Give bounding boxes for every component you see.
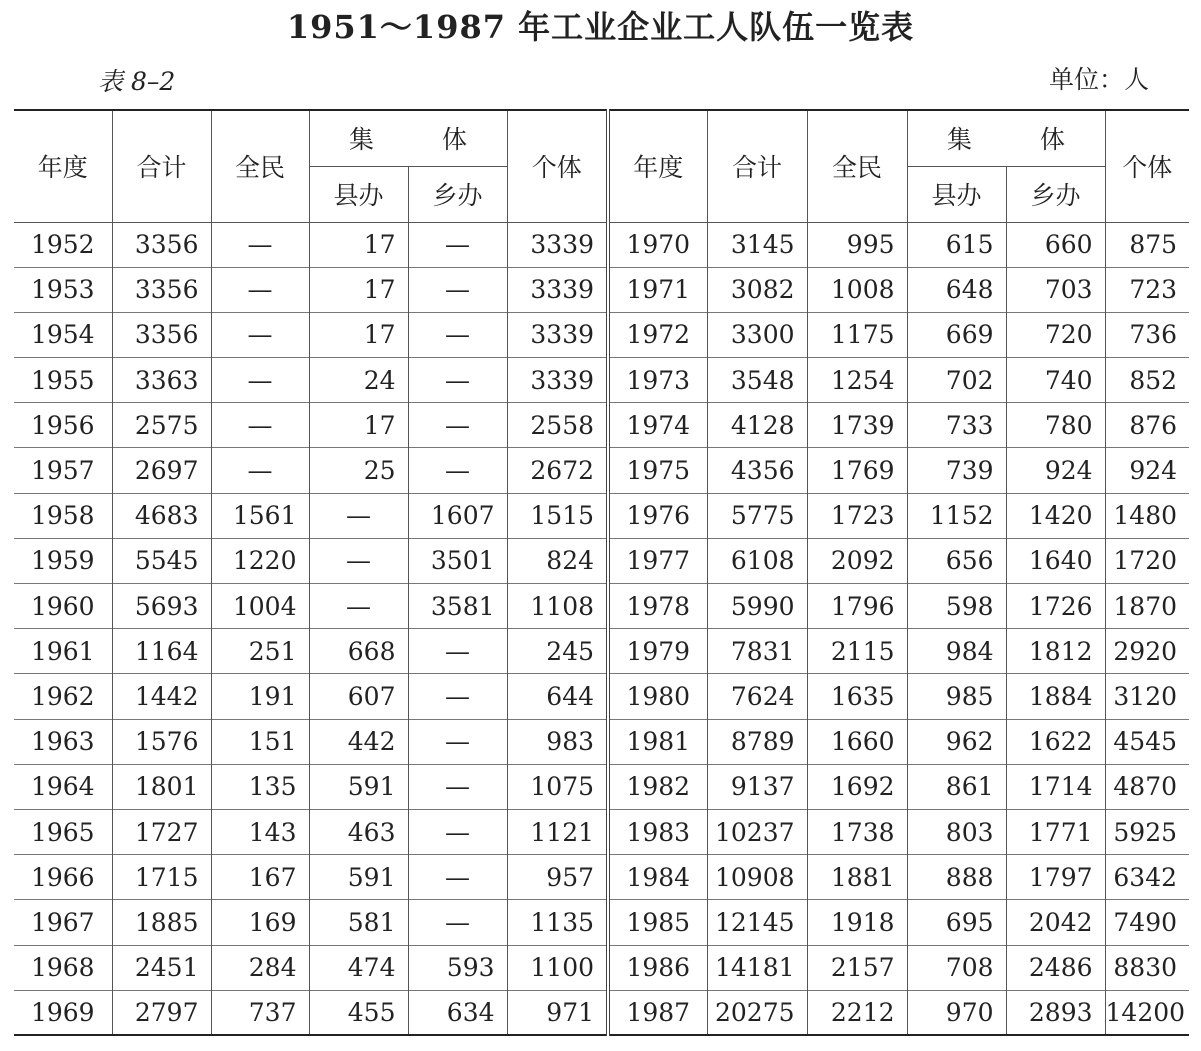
value-cell: — — [408, 403, 507, 448]
value-cell: 1769 — [807, 448, 907, 493]
value-cell: 3356 — [112, 312, 211, 357]
value-cell: 737 — [211, 990, 309, 1035]
value-cell: 3082 — [707, 267, 807, 312]
value-cell: — — [408, 674, 507, 719]
table-body — [14, 222, 1189, 1035]
value-cell: 4128 — [707, 403, 807, 448]
value-cell: 660 — [1006, 222, 1105, 267]
value-cell: 591 — [309, 855, 408, 900]
value-cell: 1254 — [807, 358, 907, 403]
value-cell: — — [408, 629, 507, 674]
value-cell: 17 — [309, 403, 408, 448]
value-cell: 7490 — [1105, 900, 1189, 945]
year-cell: 1974 — [608, 403, 707, 448]
value-cell: 695 — [907, 900, 1006, 945]
value-cell: 615 — [907, 222, 1006, 267]
value-cell: — — [408, 312, 507, 357]
value-cell: 1135 — [507, 900, 608, 945]
value-cell: 135 — [211, 764, 309, 809]
header-year-right: 年度 — [608, 110, 707, 222]
value-cell: 2212 — [807, 990, 907, 1035]
year-cell: 1983 — [608, 809, 707, 854]
year-cell: 1982 — [608, 764, 707, 809]
value-cell: 3548 — [707, 358, 807, 403]
value-cell: 1607 — [408, 493, 507, 538]
value-cell: 736 — [1105, 312, 1189, 357]
value-cell: 1797 — [1006, 855, 1105, 900]
header-county-left: 县办 — [309, 166, 408, 222]
value-cell: 474 — [309, 945, 408, 990]
header-individual-left: 个体 — [507, 110, 608, 222]
value-cell: 656 — [907, 538, 1006, 583]
value-cell: 3356 — [112, 267, 211, 312]
year-cell: 1968 — [14, 945, 112, 990]
table-row — [14, 990, 1189, 1035]
value-cell: 8830 — [1105, 945, 1189, 990]
table-row — [14, 855, 1189, 900]
table-row — [14, 764, 1189, 809]
year-cell: 1973 — [608, 358, 707, 403]
value-cell: 1622 — [1006, 719, 1105, 764]
value-cell: 703 — [1006, 267, 1105, 312]
value-cell: — — [309, 493, 408, 538]
value-cell: 151 — [211, 719, 309, 764]
value-cell: 10908 — [707, 855, 807, 900]
value-cell: 983 — [507, 719, 608, 764]
header-year-left: 年度 — [14, 110, 112, 222]
header-state-left: 全民 — [211, 110, 309, 222]
value-cell: 1008 — [807, 267, 907, 312]
value-cell: 1480 — [1105, 493, 1189, 538]
year-cell: 1952 — [14, 222, 112, 267]
value-cell: — — [408, 809, 507, 854]
value-cell: 723 — [1105, 267, 1189, 312]
table-row — [14, 629, 1189, 674]
value-cell: 1576 — [112, 719, 211, 764]
year-cell: 1964 — [14, 764, 112, 809]
table-row — [14, 403, 1189, 448]
value-cell: 593 — [408, 945, 507, 990]
year-cell: 1959 — [14, 538, 112, 583]
value-cell: 3339 — [507, 312, 608, 357]
value-cell: 5775 — [707, 493, 807, 538]
year-cell: 1969 — [14, 990, 112, 1035]
value-cell: 455 — [309, 990, 408, 1035]
value-cell: 17 — [309, 267, 408, 312]
value-cell: — — [309, 584, 408, 629]
value-cell: 2092 — [807, 538, 907, 583]
value-cell: 14200 — [1105, 990, 1189, 1035]
table-row — [14, 900, 1189, 945]
value-cell: 2042 — [1006, 900, 1105, 945]
year-cell: 1985 — [608, 900, 707, 945]
value-cell: 1738 — [807, 809, 907, 854]
value-cell: 648 — [907, 267, 1006, 312]
value-cell: 1726 — [1006, 584, 1105, 629]
value-cell: 14181 — [707, 945, 807, 990]
value-cell: 3339 — [507, 267, 608, 312]
value-cell: 284 — [211, 945, 309, 990]
header-county-right: 县办 — [907, 166, 1006, 222]
value-cell: 1561 — [211, 493, 309, 538]
header-state-right: 全民 — [807, 110, 907, 222]
page-title: 1951～1987 年工业企业工人队伍一览表 — [286, 8, 915, 46]
value-cell: 1796 — [807, 584, 907, 629]
table-row — [14, 538, 1189, 583]
value-cell: 581 — [309, 900, 408, 945]
value-cell: 957 — [507, 855, 608, 900]
value-cell: 1714 — [1006, 764, 1105, 809]
year-cell: 1962 — [14, 674, 112, 719]
value-cell: 17 — [309, 222, 408, 267]
value-cell: 5990 — [707, 584, 807, 629]
year-cell: 1971 — [608, 267, 707, 312]
year-cell: 1987 — [608, 990, 707, 1035]
value-cell: — — [211, 358, 309, 403]
value-cell: 780 — [1006, 403, 1105, 448]
value-cell: 6342 — [1105, 855, 1189, 900]
header-individual-right: 个体 — [1105, 110, 1189, 222]
value-cell: 1660 — [807, 719, 907, 764]
year-cell: 1970 — [608, 222, 707, 267]
value-cell: 3581 — [408, 584, 507, 629]
value-cell: 4870 — [1105, 764, 1189, 809]
value-cell: 2920 — [1105, 629, 1189, 674]
value-cell: 5545 — [112, 538, 211, 583]
value-cell: 1635 — [807, 674, 907, 719]
value-cell: 1075 — [507, 764, 608, 809]
value-cell: 3120 — [1105, 674, 1189, 719]
value-cell: 5925 — [1105, 809, 1189, 854]
value-cell: — — [211, 267, 309, 312]
value-cell: — — [211, 312, 309, 357]
year-cell: 1953 — [14, 267, 112, 312]
value-cell: 1727 — [112, 809, 211, 854]
value-cell: 3363 — [112, 358, 211, 403]
value-cell: 1100 — [507, 945, 608, 990]
value-cell: 1420 — [1006, 493, 1105, 538]
value-cell: 962 — [907, 719, 1006, 764]
value-cell: 12145 — [707, 900, 807, 945]
value-cell: 1870 — [1105, 584, 1189, 629]
table-row — [14, 222, 1189, 267]
value-cell: 720 — [1006, 312, 1105, 357]
value-cell: 1108 — [507, 584, 608, 629]
value-cell: 245 — [507, 629, 608, 674]
value-cell: 1720 — [1105, 538, 1189, 583]
value-cell: 3339 — [507, 358, 608, 403]
value-cell: 251 — [211, 629, 309, 674]
year-cell: 1956 — [14, 403, 112, 448]
table-row — [14, 719, 1189, 764]
unit-label: 单位：人 — [1048, 65, 1149, 94]
value-cell: 634 — [408, 990, 507, 1035]
year-cell: 1976 — [608, 493, 707, 538]
value-cell: 995 — [807, 222, 907, 267]
value-cell: 167 — [211, 855, 309, 900]
value-cell: 442 — [309, 719, 408, 764]
value-cell: 7831 — [707, 629, 807, 674]
value-cell: — — [408, 358, 507, 403]
value-cell: 1739 — [807, 403, 907, 448]
value-cell: 20275 — [707, 990, 807, 1035]
value-cell: 3501 — [408, 538, 507, 583]
table-row — [14, 358, 1189, 403]
value-cell: 1164 — [112, 629, 211, 674]
value-cell: 739 — [907, 448, 1006, 493]
value-cell: 463 — [309, 809, 408, 854]
value-cell: 3300 — [707, 312, 807, 357]
year-cell: 1963 — [14, 719, 112, 764]
value-cell: 8789 — [707, 719, 807, 764]
value-cell: — — [408, 222, 507, 267]
value-cell: 1723 — [807, 493, 907, 538]
value-cell: 4683 — [112, 493, 211, 538]
value-cell: 708 — [907, 945, 1006, 990]
year-cell: 1978 — [608, 584, 707, 629]
value-cell: 2486 — [1006, 945, 1105, 990]
value-cell: 1152 — [907, 493, 1006, 538]
year-cell: 1972 — [608, 312, 707, 357]
value-cell: 733 — [907, 403, 1006, 448]
value-cell: 984 — [907, 629, 1006, 674]
value-cell: 644 — [507, 674, 608, 719]
value-cell: 1918 — [807, 900, 907, 945]
value-cell: 4356 — [707, 448, 807, 493]
value-cell: 2558 — [507, 403, 608, 448]
value-cell: 1515 — [507, 493, 608, 538]
value-cell: 1771 — [1006, 809, 1105, 854]
value-cell: 1220 — [211, 538, 309, 583]
value-cell: 2672 — [507, 448, 608, 493]
value-cell: — — [408, 900, 507, 945]
value-cell: 1715 — [112, 855, 211, 900]
value-cell: 669 — [907, 312, 1006, 357]
value-cell: — — [211, 448, 309, 493]
value-cell: 598 — [907, 584, 1006, 629]
value-cell: 824 — [507, 538, 608, 583]
value-cell: 971 — [507, 990, 608, 1035]
table-row — [14, 493, 1189, 538]
value-cell: 169 — [211, 900, 309, 945]
value-cell: — — [309, 538, 408, 583]
value-cell: 2115 — [807, 629, 907, 674]
value-cell: 1801 — [112, 764, 211, 809]
year-cell: 1977 — [608, 538, 707, 583]
value-cell: 924 — [1105, 448, 1189, 493]
value-cell: 668 — [309, 629, 408, 674]
value-cell: 1121 — [507, 809, 608, 854]
value-cell: 1442 — [112, 674, 211, 719]
value-cell: 3356 — [112, 222, 211, 267]
year-cell: 1955 — [14, 358, 112, 403]
value-cell: 702 — [907, 358, 1006, 403]
header-total-left: 合计 — [112, 110, 211, 222]
year-cell: 1958 — [14, 493, 112, 538]
value-cell: — — [408, 855, 507, 900]
header-collective-left: 集 体 — [309, 110, 507, 166]
value-cell: 740 — [1006, 358, 1105, 403]
year-cell: 1979 — [608, 629, 707, 674]
value-cell: 3145 — [707, 222, 807, 267]
value-cell: 1812 — [1006, 629, 1105, 674]
year-cell: 1957 — [14, 448, 112, 493]
value-cell: 1004 — [211, 584, 309, 629]
value-cell: 2157 — [807, 945, 907, 990]
year-cell: 1961 — [14, 629, 112, 674]
value-cell: 924 — [1006, 448, 1105, 493]
table-row — [14, 809, 1189, 854]
table-row — [14, 945, 1189, 990]
value-cell: 861 — [907, 764, 1006, 809]
year-cell: 1966 — [14, 855, 112, 900]
year-cell: 1965 — [14, 809, 112, 854]
value-cell: 2697 — [112, 448, 211, 493]
value-cell: 6108 — [707, 538, 807, 583]
value-cell: 2893 — [1006, 990, 1105, 1035]
value-cell: 1881 — [807, 855, 907, 900]
value-cell: 888 — [907, 855, 1006, 900]
value-cell: — — [408, 448, 507, 493]
value-cell: 143 — [211, 809, 309, 854]
value-cell: 1175 — [807, 312, 907, 357]
value-cell: 10237 — [707, 809, 807, 854]
value-cell: — — [408, 719, 507, 764]
value-cell: 876 — [1105, 403, 1189, 448]
header-total-right: 合计 — [707, 110, 807, 222]
table-row — [14, 312, 1189, 357]
table-row — [14, 584, 1189, 629]
value-cell: 591 — [309, 764, 408, 809]
value-cell: 2797 — [112, 990, 211, 1035]
value-cell: 3339 — [507, 222, 608, 267]
year-cell: 1981 — [608, 719, 707, 764]
year-cell: 1954 — [14, 312, 112, 357]
value-cell: — — [408, 267, 507, 312]
value-cell: 970 — [907, 990, 1006, 1035]
value-cell: 24 — [309, 358, 408, 403]
header-collective-right: 集 体 — [907, 110, 1105, 166]
value-cell: 7624 — [707, 674, 807, 719]
value-cell: 1692 — [807, 764, 907, 809]
year-cell: 1986 — [608, 945, 707, 990]
table-row — [14, 267, 1189, 312]
year-cell: 1980 — [608, 674, 707, 719]
value-cell: 4545 — [1105, 719, 1189, 764]
value-cell: 1884 — [1006, 674, 1105, 719]
value-cell: 2451 — [112, 945, 211, 990]
value-cell: 9137 — [707, 764, 807, 809]
table-row — [14, 448, 1189, 493]
year-cell: 1967 — [14, 900, 112, 945]
value-cell: — — [211, 222, 309, 267]
table-number: 表 8–2 — [98, 67, 176, 96]
value-cell: — — [408, 764, 507, 809]
value-cell: 191 — [211, 674, 309, 719]
value-cell: 25 — [309, 448, 408, 493]
value-cell: 875 — [1105, 222, 1189, 267]
value-cell: 803 — [907, 809, 1006, 854]
header-township-right: 乡办 — [1006, 166, 1105, 222]
table-row — [14, 674, 1189, 719]
value-cell: 2575 — [112, 403, 211, 448]
year-cell: 1975 — [608, 448, 707, 493]
value-cell: 985 — [907, 674, 1006, 719]
year-cell: 1984 — [608, 855, 707, 900]
year-cell: 1960 — [14, 584, 112, 629]
value-cell: 17 — [309, 312, 408, 357]
value-cell: 1640 — [1006, 538, 1105, 583]
value-cell: 607 — [309, 674, 408, 719]
header-township-left: 乡办 — [408, 166, 507, 222]
value-cell: — — [211, 403, 309, 448]
value-cell: 852 — [1105, 358, 1189, 403]
value-cell: 1885 — [112, 900, 211, 945]
worker-table — [14, 109, 1189, 1036]
value-cell: 5693 — [112, 584, 211, 629]
